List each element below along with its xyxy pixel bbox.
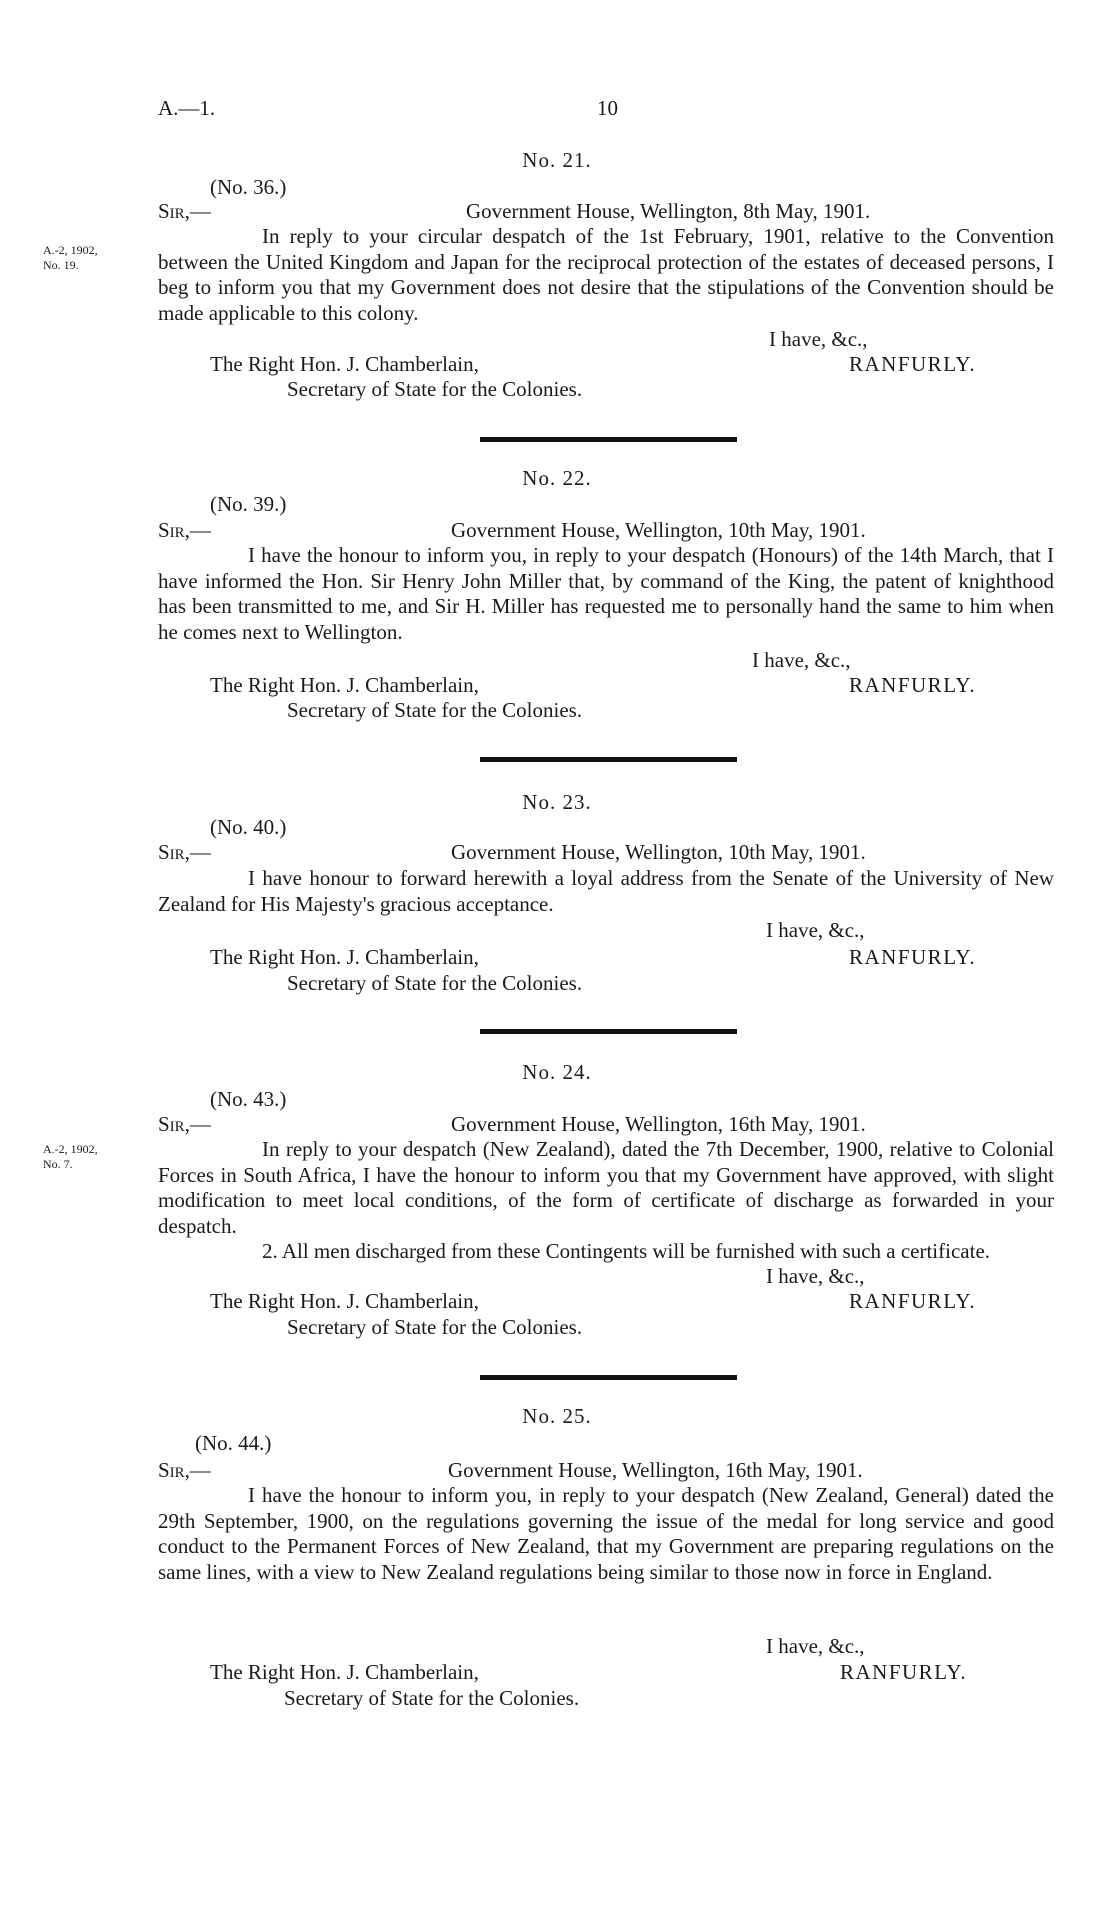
salutation: Sir,— <box>158 1458 211 1482</box>
page-number: 10 <box>597 96 618 120</box>
paragraph: 2. All men discharged from these Contingents will be furnished with such a certificate. <box>262 1239 991 1263</box>
address-line: Government House, Wellington, 16th May, 1901. <box>448 1458 863 1482</box>
salutation: Sir,— <box>158 518 211 542</box>
section-divider <box>480 1375 737 1380</box>
salutation: Sir,— <box>158 1112 211 1136</box>
section-number: No. 24. <box>522 1060 592 1084</box>
body-text <box>158 1137 1054 1265</box>
recipient: The Right Hon. J. Chamberlain, <box>210 1289 479 1313</box>
recipient-title: Secretary of State for the Colonies. <box>284 1686 580 1710</box>
paragraph: I have the honour to inform you, in reply to your despatch (New Zealand, General) dated the 29th September, 1900, on the regulations governing the issue of the medal for long service and good conduct to the Permanent Forces of New Zealand, that my Government are preparing regulations on the same lines, with a view to New Zealand regulations being similar to those now in force in England. <box>158 1483 1054 1584</box>
margin-note <box>43 1142 123 1172</box>
section-divider <box>480 757 737 762</box>
paragraph: In reply to your circular despatch of the 1st February, 1901, relative to the Convention between the United Kingdom and Japan for the reciprocal protection of the estates of deceased persons, I beg to inform you that my Government does not desire that the stipulations of the Convention should be made applicable to this colony. <box>158 224 1054 325</box>
margin-note-line: No. 19. <box>43 258 79 272</box>
despatch-ref: (No. 40.) <box>210 815 287 839</box>
margin-note <box>43 243 123 273</box>
closing: I have, &c., <box>766 1264 865 1288</box>
address-line: Government House, Wellington, 10th May, 1901. <box>451 518 866 542</box>
body-text <box>158 543 1054 645</box>
recipient-title: Secretary of State for the Colonies. <box>287 971 583 995</box>
recipient: The Right Hon. J. Chamberlain, <box>210 352 479 376</box>
salutation: Sir,— <box>158 199 211 223</box>
body-text <box>158 224 1054 326</box>
despatch-ref: (No. 36.) <box>210 175 287 199</box>
section-number: No. 22. <box>522 466 592 490</box>
paragraph: I have honour to forward herewith a loyal address from the Senate of the University of New Zealand for His Majesty's gracious acceptance. <box>158 866 1054 916</box>
closing: I have, &c., <box>769 327 868 351</box>
body-text <box>158 866 1054 917</box>
recipient-title: Secretary of State for the Colonies. <box>287 377 583 401</box>
section-divider <box>480 1029 737 1034</box>
address-line: Government House, Wellington, 10th May, 1901. <box>451 840 866 864</box>
recipient-title: Secretary of State for the Colonies. <box>287 698 583 722</box>
closing: I have, &c., <box>766 918 865 942</box>
paragraph: I have the honour to inform you, in reply to your despatch (Honours) of the 14th March, that I have informed the Hon. Sir Henry John Miller that, by command of the King, the patent of knighthood has been transmitted to me, and Sir H. Miller has requested me to personally hand the same to him when he comes next to Wellington. <box>158 543 1054 644</box>
margin-note-line: No. 7. <box>43 1157 73 1171</box>
signature: RANFURLY. <box>840 1660 968 1684</box>
address-line: Government House, Wellington, 8th May, 1901. <box>466 199 871 223</box>
section-divider <box>480 437 737 442</box>
recipient: The Right Hon. J. Chamberlain, <box>210 1660 479 1684</box>
signature: RANFURLY. <box>849 1289 977 1313</box>
signature: RANFURLY. <box>849 673 977 697</box>
recipient-title: Secretary of State for the Colonies. <box>287 1315 583 1339</box>
signature: RANFURLY. <box>849 352 977 376</box>
margin-note-line: A.-2, 1902, <box>43 1142 98 1156</box>
address-line: Government House, Wellington, 16th May, 1901. <box>451 1112 866 1136</box>
closing: I have, &c., <box>766 1634 865 1658</box>
section-number: No. 21. <box>522 148 592 172</box>
body-text <box>158 1483 1054 1585</box>
document-code: A.—1. <box>158 96 216 120</box>
recipient: The Right Hon. J. Chamberlain, <box>210 673 479 697</box>
paragraph: In reply to your despatch (New Zealand), dated the 7th December, 1900, relative to Colonial Forces in South Africa, I have the honour to inform you that my Government have approved, with slight modification to meet local conditions, of the form of certificate of discharge as forwarded in your despatch. <box>158 1137 1054 1238</box>
recipient: The Right Hon. J. Chamberlain, <box>210 945 479 969</box>
section-number: No. 25. <box>522 1404 592 1428</box>
despatch-ref: (No. 43.) <box>210 1087 287 1111</box>
closing: I have, &c., <box>752 648 851 672</box>
signature: RANFURLY. <box>849 945 977 969</box>
section-number: No. 23. <box>522 790 592 814</box>
despatch-ref: (No. 39.) <box>210 492 287 516</box>
despatch-ref: (No. 44.) <box>195 1431 272 1455</box>
salutation: Sir,— <box>158 840 211 864</box>
margin-note-line: A.-2, 1902, <box>43 243 98 257</box>
